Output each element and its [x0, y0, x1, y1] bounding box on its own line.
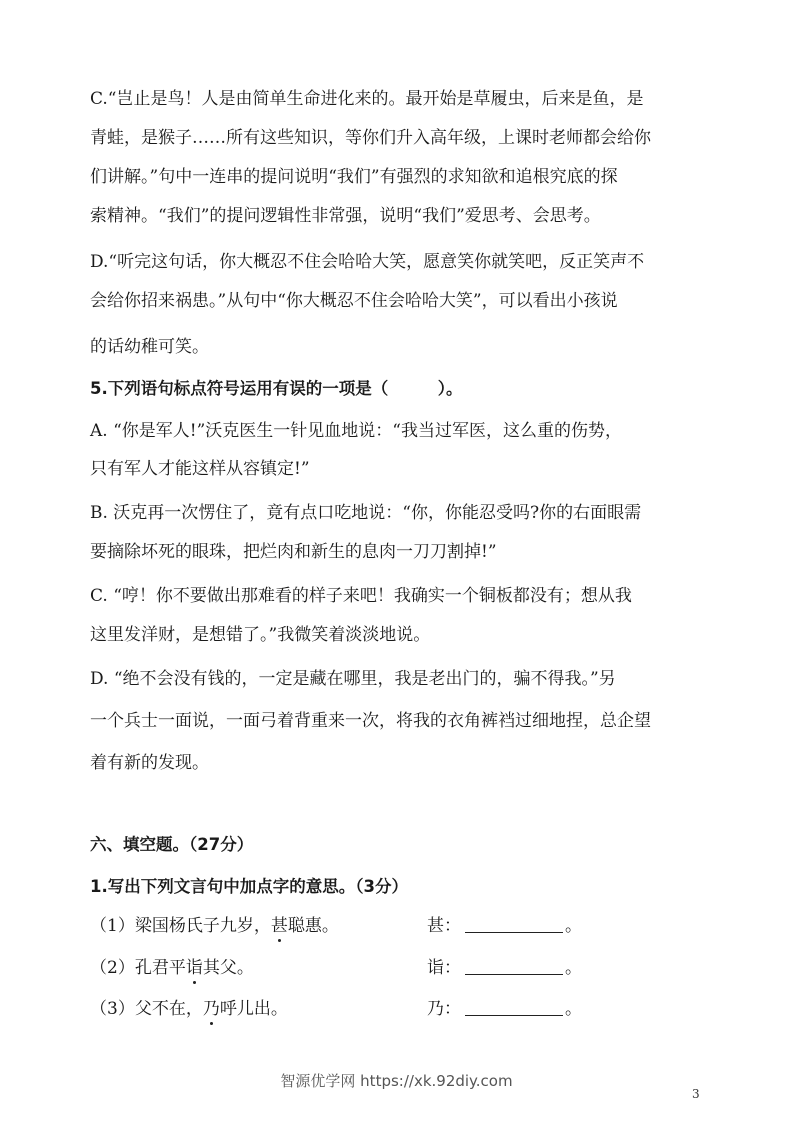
option-c-line: 这里发洋财，是想错了。”我微笑着淡淡地说。	[90, 625, 431, 645]
classical-item-suffix: 其父。	[202, 958, 254, 978]
dotted-character: 乃	[202, 999, 220, 1019]
option-d-line: D. “绝不会没有钱的，一定是藏在哪里，我是老出门的，骗不得我。”另	[90, 669, 616, 689]
answer-label: 诣：	[427, 958, 461, 978]
item-c-line: 们讲解。”句中一连串的提问说明“我们”有强烈的求知欲和追根究底的探	[90, 167, 618, 187]
answer-blank-row	[427, 998, 582, 1020]
option-d-line: 一个兵士一面说，一面弓着背重来一次，将我的衣角裤裆过细地捏，总企望	[90, 711, 651, 731]
item-c-line: 索精神。“我们”的提问逻辑性非常强，说明“我们”爱思考、会思考。	[90, 206, 601, 226]
classical-item	[90, 998, 288, 1020]
classical-item	[90, 957, 254, 979]
option-a-line: 只有军人才能这样从容镇定!”	[90, 459, 310, 479]
item-c-line: 青蛙，是猴子……所有这些知识，等你们升入高年级，上课时老师都会给你	[90, 128, 651, 148]
classical-item	[90, 915, 339, 937]
section-6-question-1: 1.写出下列文言句中加点字的意思。（3分）	[90, 877, 408, 896]
classical-item-suffix: 呼儿出。	[219, 999, 288, 1019]
item-d-line: 的话幼稚可笑。	[90, 337, 209, 357]
classical-item-prefix: （3）父不在，	[90, 999, 203, 1019]
footer-watermark: 智源优学网 https://xk.92diy.com	[280, 1072, 513, 1090]
option-b-line: B. 沃克再一次愣住了，竟有点口吃地说：“你，你能忍受吗?你的右面眼需	[90, 503, 642, 523]
classical-item-prefix: （2）孔君平	[90, 958, 186, 978]
item-d-line: 会给你招来祸患。”从句中“你大概忍不住会哈哈大笑”，可以看出小孩说	[90, 291, 618, 311]
answer-end: 。	[565, 958, 582, 978]
option-d-line: 着有新的发现。	[90, 753, 209, 773]
section-6-title: 六、填空题。（27分）	[90, 835, 254, 854]
question-5-stem: 5.下列语句标点符号运用有误的一项是（ ）。	[90, 379, 463, 398]
option-b-line: 要摘除坏死的眼珠，把烂肉和新生的息肉一刀刀割掉!”	[90, 542, 497, 562]
option-c-line: C. “哼！你不要做出那难看的样子来吧！我确实一个铜板都没有；想从我	[90, 586, 632, 606]
dotted-character: 甚	[270, 916, 288, 936]
item-c-line: C.“岂止是鸟！人是由简单生命进化来的。最开始是草履虫，后来是鱼，是	[90, 89, 644, 109]
answer-blank[interactable]	[465, 999, 563, 1016]
answer-blank-row	[427, 957, 582, 979]
page-number: 3	[692, 1087, 700, 1101]
answer-blank[interactable]	[465, 958, 563, 975]
classical-item-suffix: 聪惠。	[287, 916, 339, 936]
dotted-character: 诣	[185, 958, 203, 978]
item-d-line: D.“听完这句话，你大概忍不住会哈哈大笑，愿意笑你就笑吧，反正笑声不	[90, 252, 645, 272]
answer-blank-row	[427, 915, 582, 937]
answer-end: 。	[565, 916, 582, 936]
classical-item-prefix: （1）梁国杨氏子九岁，	[90, 916, 271, 936]
option-a-line: A. “你是军人!”沃克医生一针见血地说：“我当过军医，这么重的伤势，	[90, 421, 622, 441]
answer-blank[interactable]	[465, 916, 563, 933]
answer-label: 甚：	[427, 916, 461, 936]
answer-end: 。	[565, 999, 582, 1019]
answer-label: 乃：	[427, 999, 461, 1019]
